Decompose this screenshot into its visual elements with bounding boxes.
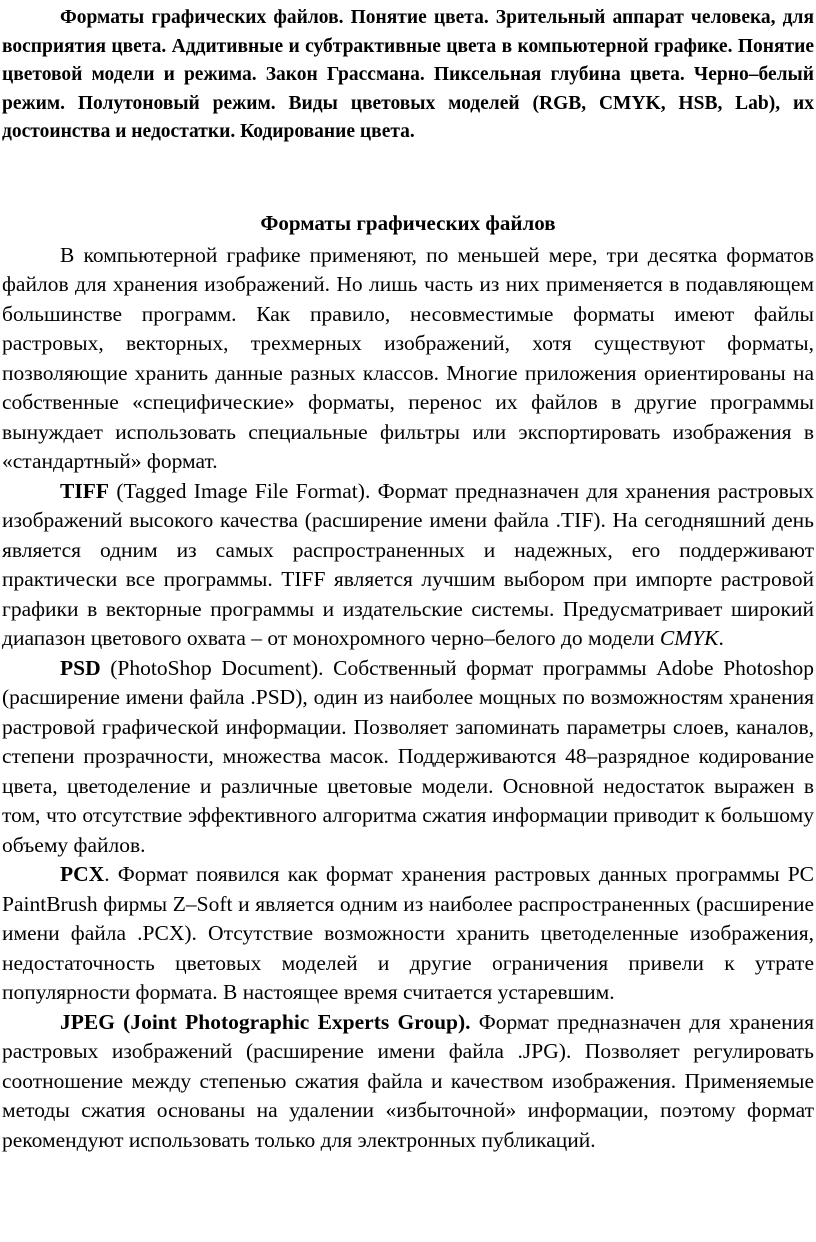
tiff-model: CMYK	[659, 626, 719, 650]
tiff-paragraph	[2, 477, 814, 654]
jpeg-paragraph	[2, 1008, 814, 1156]
psd-term: PSD	[60, 655, 101, 680]
jpeg-description: Формат предназначен для хранения растровых изображений (расширение имени файла .JPG). Позволяет регулировать соотношение между степенью сжатия файла и качеством изображения. Применяемые методы сжатия основаны на удалении «избыточной» информации, поэтому формат рекомендуют использовать только для электронных публикаций.	[2, 1009, 814, 1152]
jpeg-term: JPEG (Joint Photographic Experts Group).	[60, 1009, 471, 1034]
topic-header: Форматы графических файлов. Понятие цвета. Зрительный аппарат человека, для восприятия цвета. Аддитивные и субтрактивные цвета в компьютерной графике. Понятие цветовой модели и режима. Закон Грассмана. Пиксельная глубина цвета. Черно–белый режим. Полутоновый режим. Виды цветовых моделей (RGB, CMYK, HSB, Lab), их достоинства и недостатки. Кодирование цвета.	[2, 7, 814, 142]
intro-paragraph: В компьютерной графике применяют, по меньшей мере, три десятка форматов файлов для хранения изображений. Но лишь часть из них применяется в подавляющем большинстве программ. Как правило, несовместимые форматы имеют файлы растровых, векторных, трехмерных изображений, хотя существуют форматы, позволяющие хранить данные разных классов. Многие приложения ориентированы на собственные «специфические» форматы, перенос их файлов в другие программы вынуждает использовать специальные фильтры или экспортировать изображения в «стандартный» формат.	[2, 242, 814, 473]
tiff-description: (Tagged Image File Format). Формат предназначен для хранения растровых изображений высокого качества (расширение имени файла .TIF). На сегодняшний день является одним из самых распространенных и надежных, его поддерживают практически все программы. TIFF является лучшим выбором при импорте растровой графики в векторные программы и издательские системы. Предусматривает широкий диапазон цветового охвата – от монохромного черно–белого до модели	[2, 478, 814, 650]
psd-paragraph	[2, 654, 814, 861]
tiff-term: TIFF	[60, 478, 109, 503]
pcx-paragraph	[2, 860, 814, 1008]
tiff-end: .	[718, 626, 724, 650]
pcx-description: . Формат появился как формат хранения растровых данных программы PC PaintBrush фирмы Z–Soft и является одним из наиболее распространенных (расширение имени файла .PCX). Отсутствие возможности хранить цветоделенные изображения, недостаточность цветовых моделей и другие ограничения привели к утрате популярности формата. В настоящее время считается устаревшим.	[2, 862, 814, 1004]
section-title: Форматы графических файлов	[260, 210, 556, 235]
pcx-term: PCX	[60, 862, 105, 886]
psd-description: (PhotoShop Document). Собственный формат программы Adobe Photoshop (расширение имени файла .PSD), один из наиболее мощных по возможностям хранения растровой графической информации. Позволяет запоминать параметры слоев, каналов, степени прозрачности, множества масок. Поддерживаются 48–разрядное кодирование цвета, цветоделение и различные цветовые модели. Основной недостаток выражен в том, что отсутствие эффективного алгоритма сжатия информации приводит к большому объему файлов.	[2, 655, 814, 857]
